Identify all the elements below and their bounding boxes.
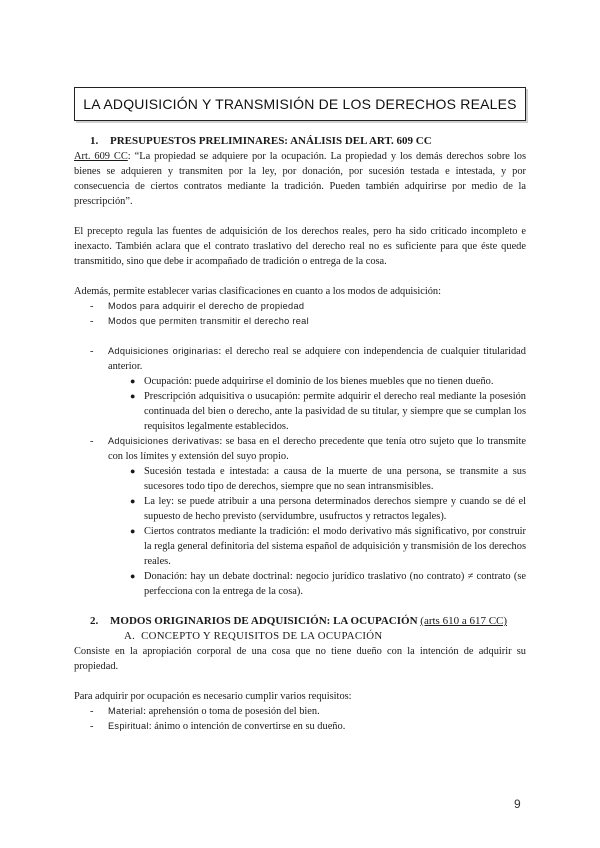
subsection-letter: A.: [124, 630, 136, 642]
list-item-originarias: [74, 344, 526, 374]
section-2-number: 2.: [90, 615, 99, 627]
requirement-text: [108, 704, 526, 719]
bullet-text: Prescripción adquisitiva o usucapión: permite adquirir el derecho real mediante la posesión continuada del bien o derecho, ante la pasividad de su titular, y siempre que se cumplan los requisitos legalmente establecidos.: [144, 391, 526, 432]
dash-marker: -: [90, 436, 94, 447]
paragraph-ocupacion: Consiste en la apropiación corporal de una cosa que no tiene dueño con la intención de adquirir su propiedad.: [74, 646, 526, 672]
section-2-title: MODOS ORIGINARIOS DE ADQUISICIÓN: LA OCUPACIÓN: [110, 615, 418, 627]
derivativas-text: [108, 434, 526, 464]
dash-marker: -: [90, 721, 94, 732]
requirement-label: Material: [108, 706, 144, 716]
originarias-text: [108, 344, 526, 374]
paragraph-requisitos: Para adquirir por ocupación es necesario cumplir varios requisitos:: [74, 691, 352, 702]
list-item-text: Modos para adquirir el derecho de propiedad: [108, 301, 305, 311]
bullet-icon: ●: [130, 571, 136, 581]
section-2-reference: (arts 610 a 617 CC): [420, 615, 508, 627]
dash-marker: -: [90, 706, 94, 717]
list-item-text: Modos que permiten transmitir el derecho real: [108, 316, 309, 326]
title-box: [74, 87, 526, 121]
list-item-derivativas: [74, 434, 526, 464]
article-label: Art. 609 CC: [74, 151, 128, 162]
bullet-item: [74, 464, 526, 494]
paragraph-clasificaciones: Además, permite establecer varias clasificaciones en cuanto a los modos de adquisición:: [74, 286, 442, 297]
article-text: : “La propiedad se adquiere por la ocupación. La propiedad y los demás derechos sobre los bienes se adquieren y transmiten por la ley, por donación, por sucesión testada e intestada, y por consecuencia de ciertos contratos mediante la tradición. Pueden también adquirirse por medio de la prescripción”.: [74, 151, 526, 207]
bullet-item: [74, 389, 526, 434]
bullet-icon: ●: [130, 391, 136, 401]
bullet-icon: ●: [130, 376, 136, 386]
document-body: [74, 134, 526, 734]
list-item: [74, 704, 526, 719]
bullet-text: Ciertos contratos mediante la tradición: el modo derivativo más significativo, por construir la regla general definitoria del sistema español de adquisición y transmisión de los derechos reales.: [144, 526, 526, 567]
section-1-number: 1.: [90, 135, 99, 147]
article-quote: [74, 149, 526, 209]
list-item: [74, 719, 526, 734]
requirement-text: [108, 719, 526, 734]
bullet-icon: ●: [130, 496, 136, 506]
requirement-description: : ánimo o intención de convertirse en su dueño.: [148, 721, 346, 732]
requirement-description: : aprehensión o toma de posesión del bien.: [143, 706, 320, 717]
section-1-title: PRESUPUESTOS PRELIMINARES: ANÁLISIS DEL ART. 609 CC: [110, 135, 432, 147]
page-number: 9: [514, 797, 521, 811]
bullet-item: [74, 494, 526, 524]
bullet-text: Sucesión testada e intestada: a causa de la muerte de una persona, se transmite a sus sucesores todo tipo de derechos, siempre que no sean intransmisibles.: [144, 466, 526, 492]
derivativas-description: : se basa en el derecho precedente que tenía otro sujeto que lo transmite con los límites y extensión del suyo propio.: [108, 436, 526, 462]
dash-marker: -: [90, 316, 94, 327]
bullet-text: Donación: hay un debate doctrinal: negocio jurídico traslativo (no contrato) ≠ contrato (se perfecciona con la entrega de la cosa).: [144, 571, 526, 597]
dash-marker: -: [90, 346, 94, 357]
bullet-item: [74, 374, 526, 389]
bullet-item: [74, 524, 526, 569]
bullet-text: La ley: se puede atribuir a una persona determinados derechos siempre y cuando se dé el supuesto de hecho previsto (servidumbre, usufructos y retractos legales).: [144, 496, 526, 522]
bullet-text: Ocupación: puede adquirirse el dominio de los bienes muebles que no tienen dueño.: [144, 376, 494, 387]
subsection-title: CONCEPTO Y REQUISITOS DE LA OCUPACIÓN: [141, 630, 383, 642]
requirement-label: Espiritual: [108, 721, 149, 731]
bullet-item: [74, 569, 526, 599]
list-item: [74, 299, 526, 314]
dash-marker: -: [90, 301, 94, 312]
subsection-a-heading: [74, 629, 526, 644]
derivativas-label: Adquisiciones derivativas: [108, 436, 220, 446]
bullet-icon: ●: [130, 526, 136, 536]
originarias-label: Adquisiciones originarias: [108, 346, 219, 356]
document-title: LA ADQUISICIÓN Y TRANSMISIÓN DE LOS DERECHOS REALES: [83, 96, 517, 112]
list-item: [74, 314, 526, 329]
section-2-heading: [74, 614, 526, 629]
bullet-icon: ●: [130, 466, 136, 476]
section-1-heading: [74, 134, 526, 149]
originarias-description: : el derecho real se adquiere con independencia de cualquier titularidad anterior.: [108, 346, 526, 372]
paragraph-precepto: El precepto regula las fuentes de adquisición de los derechos reales, pero ha sido criticado incompleto e inexacto. También aclara que el contrato traslativo del derecho real no es suficiente para que éste quede transmitido, sino que debe ir acompañado de tradición o entrega de la cosa.: [74, 226, 526, 267]
